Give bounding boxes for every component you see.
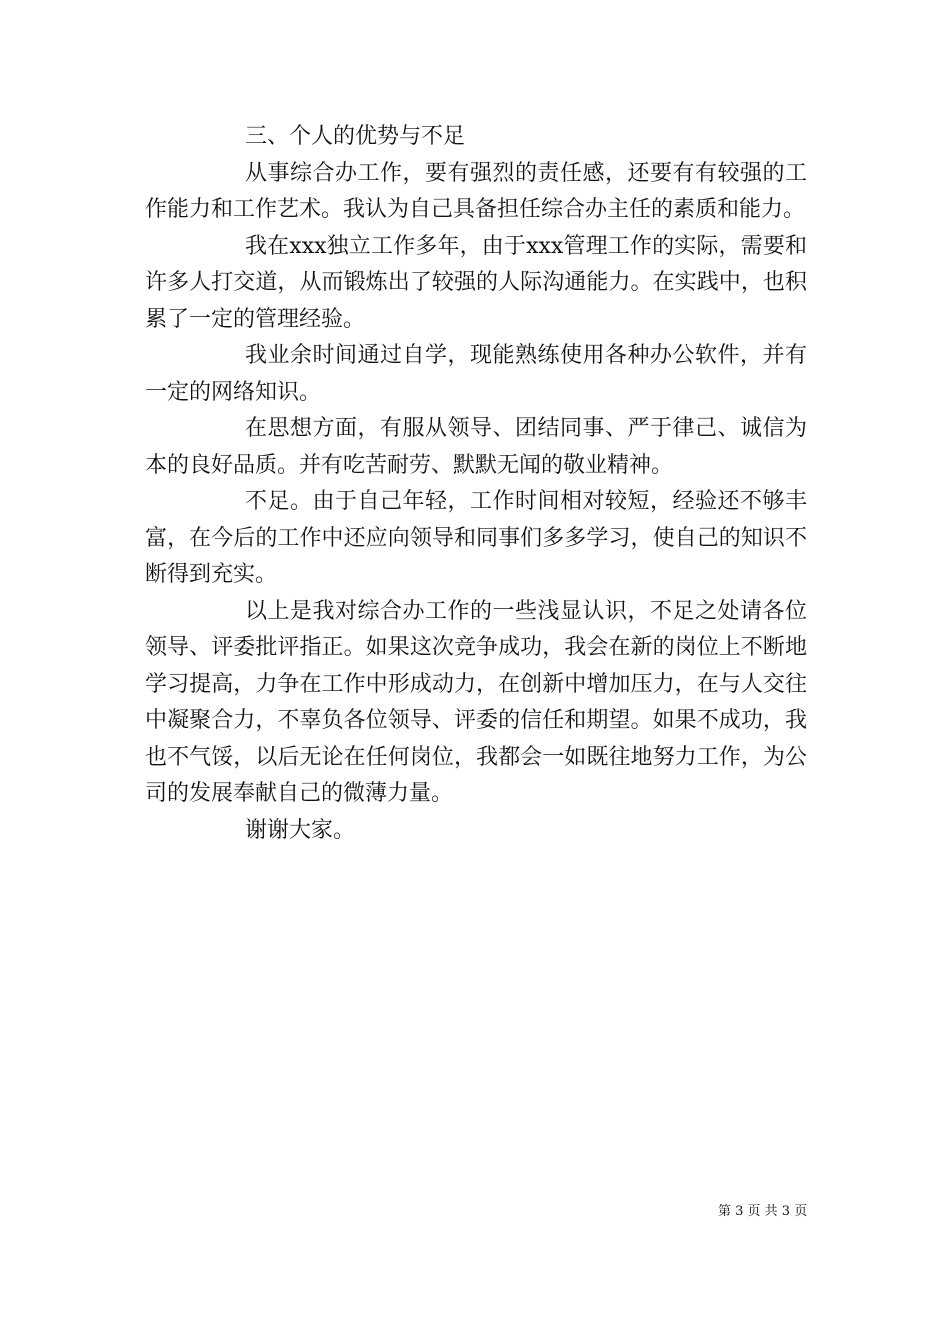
paragraph: 在思想方面，有服从领导、团结同事、严于律己、诚信为本的良好品质。并有吃苦耐劳、默默无闻的敬业精神。	[145, 416, 807, 478]
page-number-footer: 第 3 页 共 3 页	[718, 1204, 808, 1219]
paragraph: 我业余时间通过自学，现能熟练使用各种办公软件，并有一定的网络知识。	[145, 343, 807, 405]
closing-line: 谢谢大家。	[245, 817, 356, 843]
paragraph: 我在xxx独立工作多年，由于xxx管理工作的实际，需要和许多人打交道，从而锻炼出了较强的人际沟通能力。在实践中，也积累了一定的管理经验。	[145, 233, 807, 332]
document-body	[145, 119, 807, 849]
paragraph: 以上是我对综合办工作的一些浅显认识，不足之处请各位领导、评委批评指正。如果这次竞争成功，我会在新的岗位上不断地学习提高，力争在工作中形成动力，在创新中增加压力，在与人交往中凝聚合力，不辜负各位领导、评委的信任和期望。如果不成功，我也不气馁，以后无论在任何岗位，我都会一如既往地努力工作，为公司的发展奉献自己的微薄力量。	[145, 598, 807, 806]
paragraph: 不足。由于自己年轻，工作时间相对较短，经验还不够丰富，在今后的工作中还应向领导和同事们多多学习，使自己的知识不断得到充实。	[145, 489, 807, 587]
paragraph: 从事综合办工作，要有强烈的责任感，还要有有较强的工作能力和工作艺术。我认为自己具备担任综合办主任的素质和能力。	[145, 160, 807, 222]
section-heading: 三、个人的优势与不足	[245, 124, 466, 149]
